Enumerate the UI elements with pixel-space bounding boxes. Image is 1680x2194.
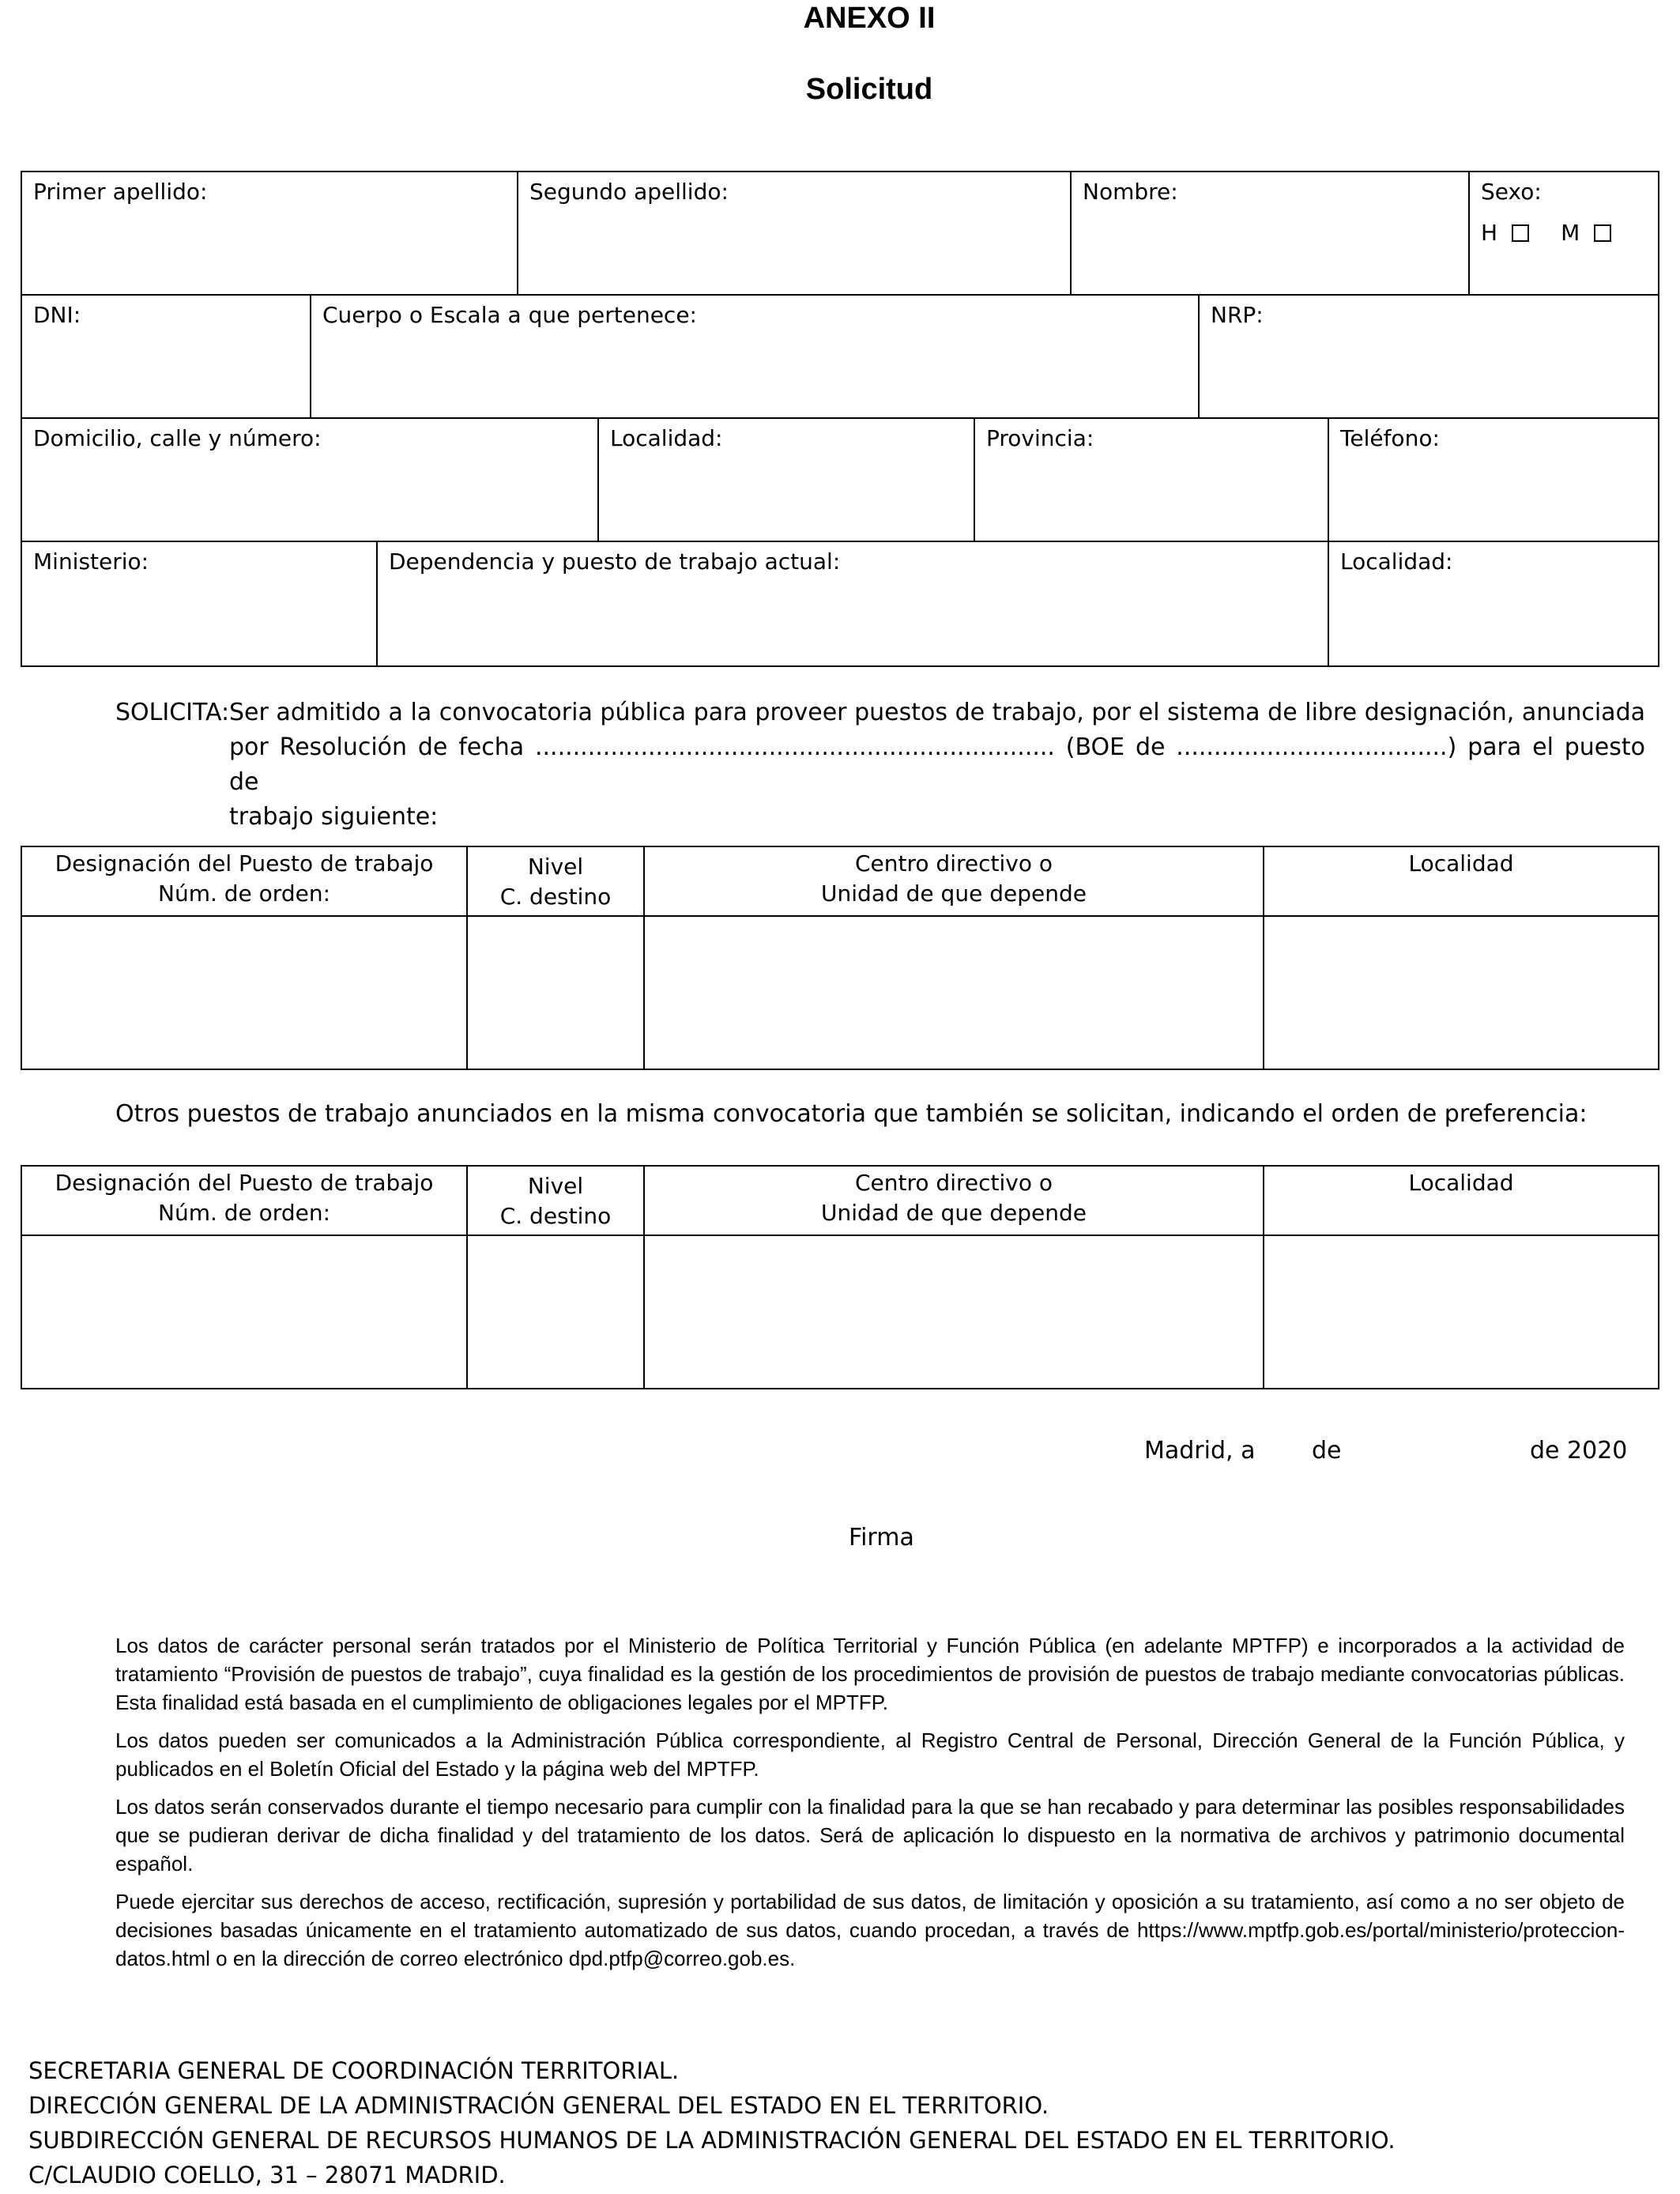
primer-apellido-field[interactable]: Primer apellido:	[33, 179, 208, 205]
sexo-h-label: H	[1481, 220, 1498, 246]
solicita-label: SOLICITA:	[115, 699, 230, 726]
date-de-label: de	[1312, 1437, 1342, 1465]
footer-line-1: SECRETARIA GENERAL DE COORDINACIÓN TERRITORIAL.	[28, 2057, 680, 2084]
localidad-header: Localidad	[1408, 1170, 1514, 1196]
designacion-header-line2: Núm. de orden:	[158, 880, 330, 907]
madrid-date-label: Madrid, a	[1144, 1437, 1256, 1465]
localidad-field[interactable]: Localidad:	[610, 425, 723, 451]
solicita-paragraph	[115, 696, 1645, 835]
nivel-input[interactable]	[468, 1236, 643, 1388]
centro-input[interactable]	[645, 917, 1263, 1069]
nivel-header	[468, 852, 643, 912]
date-year-label: de 2020	[1530, 1437, 1628, 1465]
designacion-header	[22, 849, 466, 909]
solicita-line-2: por Resolución de fecha ..................................................................... (BOE de ....................................) para el puesto de	[229, 733, 1645, 796]
cuerpo-escala-field[interactable]: Cuerpo o Escala a que pertenece:	[322, 302, 697, 328]
localidad-input[interactable]	[1264, 917, 1658, 1069]
designacion-header-line1: Designación del Puesto de trabajo	[55, 850, 434, 876]
centro-header-line2: Unidad de que depende	[821, 880, 1087, 907]
firma-label: Firma	[849, 1524, 914, 1551]
footer-address	[28, 2053, 1396, 2192]
designacion-input[interactable]	[22, 917, 466, 1069]
legal-paragraph-1: Los datos de carácter personal serán tratados por el Ministerio de Política Territorial y Función Pública (en adelante MPTFP) e incorporados a la actividad de tratamiento “Provisión de puestos de trabajo”, cuya finalidad es la gestión de los procedimientos de provisión de puestos de trabajo mediante convocatorias públicas. Esta finalidad está basada en el cumplimiento de obligaciones legales por el MPTFP.	[115, 1634, 1625, 1714]
legal-paragraph-4: Puede ejercitar sus derechos de acceso, rectificación, supresión y portabilidad de sus datos, de limitación y oposición a su tratamiento, así como a no ser objeto de decisiones basadas únicamente en el tratamiento automatizado de sus datos, cuando procedan, a través de https://www.mptfp.gob.es/portal/ministerio/proteccion-datos.html o en la dirección de correo electrónico dpd.ptfp@correo.gob.es.	[115, 1890, 1625, 1970]
data-protection-notice	[115, 1631, 1625, 1982]
nivel-header-line2: C. destino	[499, 1203, 612, 1229]
designacion-header-line1: Designación del Puesto de trabajo	[55, 1170, 434, 1196]
designacion-input[interactable]	[22, 1236, 466, 1388]
centro-header-line1: Centro directivo o	[855, 850, 1053, 876]
otros-puestos-table	[21, 1165, 1659, 1389]
legal-paragraph-2: Los datos pueden ser comunicados a la Administración Pública correspondiente, al Registro Central de Personal, Dirección General de la Función Pública, y publicados en el Boletín Oficial del Estado y la página web del MPTFP.	[115, 1728, 1625, 1781]
segundo-apellido-field[interactable]: Segundo apellido:	[529, 179, 729, 205]
nombre-field[interactable]: Nombre:	[1083, 179, 1178, 205]
centro-header-line1: Centro directivo o	[855, 1170, 1053, 1196]
form-subtitle: Solicitud	[805, 73, 933, 106]
localidad-actual-field[interactable]: Localidad:	[1340, 548, 1453, 575]
telefono-field[interactable]: Teléfono:	[1340, 425, 1440, 451]
nivel-header-line1: Nivel	[527, 854, 584, 880]
centro-header	[645, 849, 1263, 909]
annex-title: ANEXO II	[803, 2, 936, 35]
nivel-header	[468, 1171, 643, 1231]
dependencia-field[interactable]: Dependencia y puesto de trabajo actual:	[389, 548, 841, 575]
solicita-line-1: Ser admitido a la convocatoria pública para proveer puestos de trabajo, por el sistema de libre designación, anunciada	[229, 699, 1645, 726]
domicilio-field[interactable]: Domicilio, calle y número:	[33, 425, 322, 451]
sexo-label: Sexo:	[1481, 179, 1542, 205]
centro-input[interactable]	[645, 1236, 1263, 1388]
solicita-line-3: trabajo siguiente:	[229, 803, 439, 831]
personal-data-table	[21, 171, 1659, 667]
legal-paragraph-3: Los datos serán conservados durante el tiempo necesario para cumplir con la finalidad para la que se han recabado y para determinar las posibles responsabilidades que se pudieran derivar de dicha finalidad y del tratamiento de los datos. Será de aplicación lo dispuesto en la normativa de archivos y patrimonio documental español.	[115, 1795, 1625, 1875]
dni-field[interactable]: DNI:	[33, 302, 81, 328]
nivel-header-line1: Nivel	[527, 1173, 584, 1199]
nivel-header-line2: C. destino	[499, 884, 612, 910]
nivel-input[interactable]	[468, 917, 643, 1069]
localidad-input[interactable]	[1264, 1236, 1658, 1388]
footer-line-2: DIRECCIÓN GENERAL DE LA ADMINISTRACIÓN GENERAL DEL ESTADO EN EL TERRITORIO.	[28, 2092, 1049, 2119]
localidad-header: Localidad	[1408, 850, 1514, 876]
sexo-h-checkbox[interactable]	[1512, 224, 1529, 242]
footer-line-4: C/CLAUDIO COELLO, 31 – 28071 MADRID.	[28, 2162, 506, 2188]
sexo-options	[1470, 213, 1622, 252]
footer-line-3: SUBDIRECCIÓN GENERAL DE RECURSOS HUMANOS DE LA ADMINISTRACIÓN GENERAL DEL ESTADO EN EL TERRITORIO.	[28, 2127, 1396, 2154]
sexo-m-checkbox[interactable]	[1594, 224, 1611, 242]
centro-header-line2: Unidad de que depende	[821, 1200, 1087, 1226]
designacion-header	[22, 1168, 466, 1228]
centro-header	[645, 1168, 1263, 1228]
otros-puestos-text: Otros puestos de trabajo anunciados en la misma convocatoria que también se solicitan, indicando el orden de preferencia:	[115, 1100, 1588, 1128]
ministerio-field[interactable]: Ministerio:	[33, 548, 149, 575]
puesto-table	[21, 846, 1659, 1070]
nrp-field[interactable]: NRP:	[1211, 302, 1264, 328]
provincia-field[interactable]: Provincia:	[986, 425, 1094, 451]
sexo-m-label: M	[1561, 220, 1580, 246]
designacion-header-line2: Núm. de orden:	[158, 1200, 330, 1226]
